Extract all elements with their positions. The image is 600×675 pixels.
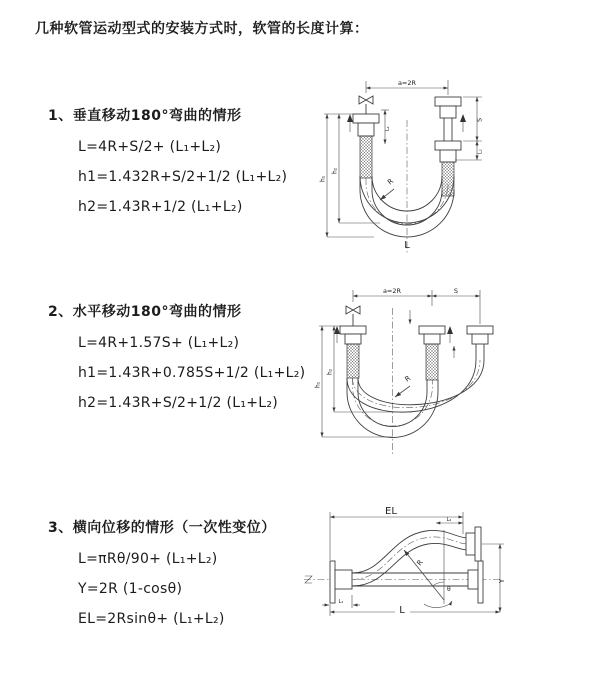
right-pipe-assembly <box>435 80 466 196</box>
dim-label-el: EL <box>385 506 397 517</box>
diagram-vertical-180-bend <box>312 70 597 260</box>
braided-hose-section <box>442 162 454 196</box>
flange-hub <box>468 570 478 589</box>
flange <box>435 141 461 150</box>
flange <box>419 326 445 334</box>
formula-line: h1=1.43R+0.785S+1/2 (L₁+L₂) <box>78 365 306 381</box>
dim-label-s: S <box>475 117 484 122</box>
formula-line: Y=2R (1-cosθ) <box>78 581 183 597</box>
hose-s-curve <box>352 530 468 573</box>
section-heading: 3、横向位移的情形（一次性变位） <box>48 520 276 536</box>
length-label: L <box>399 605 405 616</box>
braided-hose-section <box>426 344 438 380</box>
flange <box>467 326 493 334</box>
section-vertical-180 <box>48 108 287 215</box>
dim-label-h2: h₂ <box>331 167 339 174</box>
formula-line: EL=2Rsinθ+ (L₁+L₂) <box>78 611 225 627</box>
formula-line: h2=1.43R+S/2+1/2 (L₁+L₂) <box>78 395 279 411</box>
flange-hub <box>472 334 488 344</box>
dim-label-y: Y <box>498 578 506 584</box>
dim-label-h1: h₁ <box>319 175 327 182</box>
dim-label-h1: h₁ <box>314 381 322 388</box>
dim-label-h2: h₂ <box>326 368 334 375</box>
hose-u-bend <box>360 120 454 253</box>
length-label: L <box>404 240 410 251</box>
section-lateral-displacement <box>48 520 276 627</box>
flange <box>340 326 366 334</box>
flange <box>478 561 483 603</box>
flange-hub <box>424 334 440 344</box>
flange-hub <box>440 106 456 118</box>
page-title: 几种软管运动型式的安装方式时，软管的长度计算： <box>35 21 369 37</box>
construction-lines <box>404 530 452 607</box>
movement-arrow-icon <box>447 326 453 334</box>
dim-label-l1: L₁ <box>338 599 344 605</box>
flange-hub <box>358 123 374 136</box>
flange <box>475 527 481 561</box>
dim-label-a2r: a=2R <box>397 79 417 87</box>
flange-hub <box>466 533 475 555</box>
flange-hub <box>345 334 361 344</box>
flange <box>435 97 461 106</box>
radius-label: R <box>386 177 396 187</box>
dim-label-l2: L₂ <box>477 149 484 154</box>
hose-s-curve <box>352 543 468 586</box>
movement-arrow-icon <box>460 114 466 122</box>
flange <box>330 561 335 603</box>
formula-line: h1=1.432R+S/2+1/2 (L₁+L₂) <box>78 169 288 185</box>
angle-label: θ <box>447 586 451 593</box>
middle-pipe-assembly <box>410 290 454 380</box>
braided-hose-section <box>347 344 359 378</box>
section-heading: 2、水平移动180°弯曲的情形 <box>48 304 242 320</box>
dim-label-s: S <box>453 287 459 295</box>
right-pipe-assembly <box>467 290 493 360</box>
braided-hose-section <box>360 136 372 178</box>
formula-line: L=4R+S/2+ (L₁+L₂) <box>78 139 222 155</box>
radius-label: R <box>415 558 425 568</box>
diagram-lateral-displacement <box>296 500 600 648</box>
flange-hub <box>440 150 456 162</box>
dim-label-a2r: a=2R <box>382 287 402 295</box>
movement-arrow-icon <box>347 114 353 122</box>
diagram-horizontal-180-bend <box>306 282 596 474</box>
valve-icon <box>346 306 360 314</box>
formula-line: h2=1.43R+1/2 (L₁+L₂) <box>78 199 243 215</box>
radius-label: R <box>403 374 413 384</box>
formula-line: L=4R+1.57S+ (L₁+L₂) <box>78 335 240 351</box>
dim-label-l1: L₁ <box>385 126 391 131</box>
section-horizontal-180 <box>48 304 305 411</box>
flange-hub <box>335 570 352 589</box>
movement-arrow-icon <box>334 326 340 334</box>
dim-label-l2: L₂ <box>446 517 452 523</box>
hose-u-bends <box>347 308 484 454</box>
section-heading: 1、垂直移动180°弯曲的情形 <box>48 108 242 124</box>
left-pipe-assembly <box>334 306 366 378</box>
flange <box>353 114 379 123</box>
formula-line: L=πRθ/90+ (L₁+L₂) <box>78 551 218 567</box>
dimensions <box>315 287 481 437</box>
valve-icon <box>359 96 373 104</box>
pipe-and-hose <box>304 527 502 603</box>
left-pipe-assembly <box>347 96 379 178</box>
